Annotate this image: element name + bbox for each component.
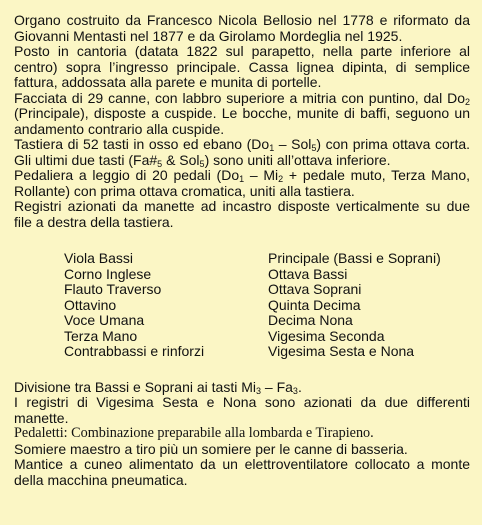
stop-list-left-column — [64, 251, 268, 360]
stop-item: Corno Inglese — [64, 265, 152, 282]
pedalboard-sub-2: 2 — [278, 174, 284, 184]
stop-item: Quinta Decima — [268, 296, 361, 313]
facade-paragraph — [14, 91, 470, 138]
pedaletti-paragraph: Pedaletti: Combinazione preparabile alla lombarda e Tirapieno. — [14, 425, 374, 441]
keyboard-sub-3: 5 — [157, 158, 163, 169]
stop-item: Vigesima Sesta e Nona — [268, 343, 415, 359]
stop-item: Decima Nona — [268, 312, 353, 328]
stop-item: Ottava Soprani — [268, 281, 362, 297]
facade-text-2: (Principale), disposte a cuspide. Le bocche, munite di baffi, seguono un andamento contrario alla cuspide. — [14, 105, 470, 137]
division-sub-1: 3 — [256, 385, 262, 396]
division-text-2: – Fa — [261, 378, 293, 395]
location-paragraph: Posto in cantoria (datata 1822 sul parapetto, nella parte inferiore al centro) sopra l’ingresso principale. Cassa lignea dipinta, di semplice fattura, addossata alla parete e munita di portelle. — [14, 43, 470, 90]
history-paragraph: Organo costruito da Francesco Nicola Bellosio nel 1778 e riformato da Giovanni Mentasti nel 1877 e da Girolamo Mordeglia nel 1925. — [14, 12, 470, 44]
mantice-paragraph: Mantice a cuneo alimentato da un elettroventilatore collocato a monte della macchina pneumatica. — [14, 456, 470, 488]
facade-text-1: Facciata di 29 canne, con labbro superiore a mitria con puntino, dal Do — [14, 89, 465, 106]
division-text-1: Divisione tra Bassi e Soprani ai tasti Mi — [14, 378, 256, 395]
division-text-3: . — [297, 378, 302, 395]
stop-item: Viola Bassi — [64, 250, 134, 266]
stops-intro-paragraph: Registri azionati da manette ad incastro disposte verticalmente su due file a destra della tastiera. — [14, 198, 470, 230]
stop-item: Ottava Bassi — [268, 265, 348, 282]
stop-item: Voce Umana — [64, 312, 145, 328]
keyboard-text-1: Tastiera di 52 tasti in osso ed ebano (Do — [14, 136, 270, 152]
stop-item: Flauto Traverso — [64, 281, 162, 297]
pedalboard-text-1: Pedaliera a leggio di 20 pedali (Do — [14, 167, 240, 183]
keyboard-text-2: – Sol — [274, 136, 312, 152]
stop-item: Ottavino — [64, 296, 117, 313]
pedalboard-sub-1: 1 — [239, 174, 245, 184]
pedalboard-text-3: + pedale muto, Terza Mano, Rollante) con prima ottava cromatica, uniti alla tastiera. — [14, 167, 470, 199]
stop-item: Principale (Bassi e Soprani) — [268, 250, 441, 266]
facade-sub-1: 2 — [464, 96, 470, 107]
stop-item: Contrabbassi e rinforzi — [64, 343, 205, 359]
division-paragraph — [14, 380, 470, 396]
stop-list-right-column — [268, 251, 441, 360]
keyboard-sub-4: 5 — [199, 158, 205, 169]
vigesima-paragraph: I registri di Vigesima Sesta e Nona sono azionati da due differenti manette. — [14, 394, 470, 426]
keyboard-text-4: & Sol — [162, 151, 200, 168]
pedalboard-text-2: – Mi — [244, 167, 279, 183]
stop-list — [64, 251, 470, 360]
stop-item: Vigesima Seconda — [268, 327, 385, 344]
stop-item: Terza Mano — [64, 327, 138, 344]
keyboard-sub-1: 1 — [269, 143, 275, 153]
keyboard-text-3: ) con prima ottava corta. Gli ultimi due tasti (Fa# — [14, 136, 471, 168]
pedalboard-paragraph — [14, 168, 470, 199]
keyboard-text-5: ) sono uniti all’ottava inferiore. — [204, 151, 391, 168]
keyboard-sub-2: 5 — [311, 143, 317, 153]
keyboard-paragraph — [14, 137, 470, 168]
division-sub-2: 3 — [292, 385, 298, 396]
somiere-paragraph: Somiere maestro a tiro più un somiere per le canne di basseria. — [14, 440, 408, 457]
